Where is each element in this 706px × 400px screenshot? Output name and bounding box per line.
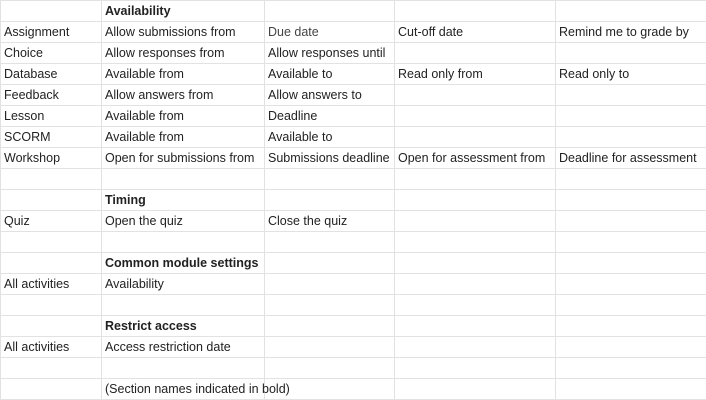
table-cell[interactable]: Available to <box>265 127 395 148</box>
table-cell[interactable] <box>265 274 395 295</box>
table-cell[interactable]: Allow responses from <box>102 43 265 64</box>
table-cell[interactable] <box>556 253 706 274</box>
table-cell[interactable] <box>556 295 706 316</box>
table-cell[interactable] <box>556 211 706 232</box>
table-cell[interactable]: Allow submissions from <box>102 22 265 43</box>
table-cell[interactable]: Submissions deadline <box>265 148 395 169</box>
table-cell[interactable] <box>556 1 706 22</box>
table-cell[interactable]: Available to <box>265 64 395 85</box>
table-cell[interactable] <box>556 169 706 190</box>
section-heading-cell[interactable]: Timing <box>102 190 265 211</box>
table-cell[interactable] <box>265 316 395 337</box>
table-cell[interactable] <box>556 127 706 148</box>
table-cell[interactable] <box>556 106 706 127</box>
table-cell[interactable]: Cut-off date <box>395 22 556 43</box>
table-cell[interactable] <box>395 1 556 22</box>
table-cell[interactable] <box>1 253 102 274</box>
table-cell[interactable]: Deadline for assessment <box>556 148 706 169</box>
table-cell[interactable]: Close the quiz <box>265 211 395 232</box>
table-cell[interactable] <box>265 379 395 400</box>
table-cell[interactable]: Available from <box>102 64 265 85</box>
table-cell[interactable] <box>265 358 395 379</box>
table-cell[interactable]: Quiz <box>1 211 102 232</box>
table-cell[interactable] <box>556 190 706 211</box>
table-cell[interactable] <box>556 274 706 295</box>
table-cell[interactable] <box>265 232 395 253</box>
table-cell[interactable]: Database <box>1 64 102 85</box>
table-cell[interactable] <box>265 169 395 190</box>
table-cell[interactable] <box>556 232 706 253</box>
table-cell[interactable]: Open for submissions from <box>102 148 265 169</box>
table-cell[interactable] <box>265 337 395 358</box>
table-cell[interactable]: Allow answers to <box>265 85 395 106</box>
table-cell[interactable]: Open the quiz <box>102 211 265 232</box>
table-cell[interactable] <box>1 295 102 316</box>
table-cell[interactable] <box>102 358 265 379</box>
table-cell[interactable] <box>395 190 556 211</box>
section-heading-cell[interactable]: Restrict access <box>102 316 265 337</box>
table-cell[interactable]: Available from <box>102 106 265 127</box>
table-cell[interactable] <box>395 253 556 274</box>
table-cell[interactable]: (Section names indicated in bold) <box>102 379 265 400</box>
table-cell[interactable] <box>1 316 102 337</box>
table-cell[interactable]: Open for assessment from <box>395 148 556 169</box>
table-cell[interactable]: Due date <box>265 22 395 43</box>
section-heading-cell[interactable]: Common module settings <box>102 253 265 274</box>
table-cell[interactable] <box>1 379 102 400</box>
table-cell[interactable] <box>395 379 556 400</box>
table-cell[interactable] <box>556 379 706 400</box>
table-cell[interactable]: Assignment <box>1 22 102 43</box>
table-cell[interactable] <box>395 169 556 190</box>
table-cell[interactable]: Available from <box>102 127 265 148</box>
table-cell[interactable]: SCORM <box>1 127 102 148</box>
table-cell[interactable] <box>102 232 265 253</box>
table-cell[interactable]: Feedback <box>1 85 102 106</box>
table-cell[interactable] <box>102 295 265 316</box>
table-cell[interactable]: Allow responses until <box>265 43 395 64</box>
section-heading-cell[interactable]: Availability <box>102 1 265 22</box>
table-cell[interactable]: Read only to <box>556 64 706 85</box>
table-cell[interactable] <box>265 190 395 211</box>
table-cell[interactable]: Choice <box>1 43 102 64</box>
table-cell[interactable] <box>395 211 556 232</box>
table-cell[interactable] <box>265 253 395 274</box>
table-cell[interactable]: Read only from <box>395 64 556 85</box>
table-cell[interactable] <box>395 127 556 148</box>
table-cell[interactable] <box>395 358 556 379</box>
table-cell[interactable] <box>265 1 395 22</box>
table-cell[interactable] <box>556 358 706 379</box>
table-cell[interactable]: Allow answers from <box>102 85 265 106</box>
table-cell[interactable] <box>1 232 102 253</box>
table-cell[interactable] <box>395 43 556 64</box>
table-cell[interactable] <box>395 337 556 358</box>
table-cell[interactable] <box>395 85 556 106</box>
table-cell[interactable] <box>265 295 395 316</box>
table-cell[interactable] <box>102 169 265 190</box>
table-cell[interactable] <box>556 316 706 337</box>
table-cell[interactable] <box>395 274 556 295</box>
table-cell[interactable] <box>395 232 556 253</box>
table-cell[interactable] <box>556 85 706 106</box>
table-cell[interactable] <box>556 337 706 358</box>
table-cell[interactable]: Lesson <box>1 106 102 127</box>
table-cell[interactable]: All activities <box>1 337 102 358</box>
table-cell[interactable]: All activities <box>1 274 102 295</box>
table-cell[interactable] <box>1 1 102 22</box>
table-cell[interactable]: Availability <box>102 274 265 295</box>
table-cell[interactable] <box>395 316 556 337</box>
table-cell[interactable]: Access restriction date <box>102 337 265 358</box>
table-cell[interactable]: Workshop <box>1 148 102 169</box>
table-cell[interactable]: Deadline <box>265 106 395 127</box>
table-cell[interactable]: Remind me to grade by <box>556 22 706 43</box>
table-cell[interactable] <box>556 43 706 64</box>
table-cell[interactable] <box>1 190 102 211</box>
table-cell[interactable] <box>395 295 556 316</box>
table-cell[interactable] <box>1 169 102 190</box>
table-cell[interactable] <box>1 358 102 379</box>
table-cell[interactable] <box>395 106 556 127</box>
